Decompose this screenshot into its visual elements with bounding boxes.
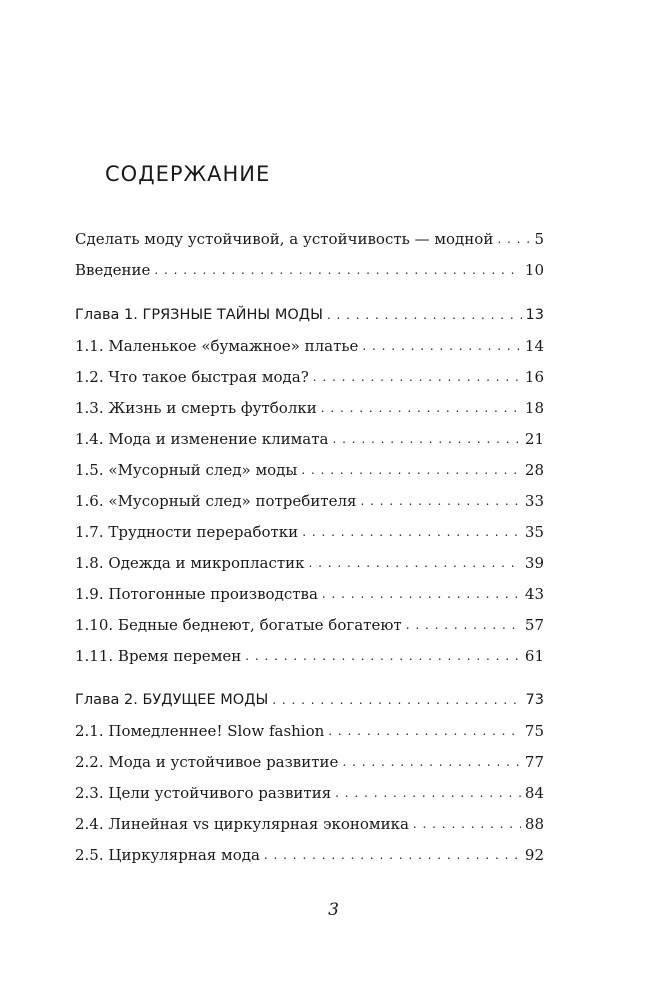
- toc-entry-page: 88: [524, 815, 544, 833]
- toc-dot-leader: [245, 646, 521, 666]
- toc-entry-page: 13: [525, 307, 544, 323]
- toc-dot-leader: [360, 491, 520, 511]
- toc-entry-page: 14: [524, 337, 544, 355]
- toc-entry-title: 2.5. Циркулярная мода: [75, 846, 260, 864]
- toc-dot-leader: [328, 721, 521, 741]
- toc-entry-title: 1.6. «Мусорный след» потребителя: [75, 492, 357, 510]
- toc-dot-leader: [309, 553, 521, 573]
- toc-entry-page: 77: [524, 753, 544, 771]
- toc-row: [75, 841, 544, 865]
- toc-row: [75, 580, 544, 604]
- toc-entry-title: 2.1. Помедленнее! Slow fashion: [75, 722, 325, 740]
- toc-entry-page: 5: [534, 230, 544, 248]
- toc-row: [75, 810, 544, 834]
- toc-entry-title: 1.9. Потогонные производства: [75, 585, 318, 603]
- toc-entry-page: 43: [524, 585, 544, 603]
- toc-entry-page: 33: [524, 492, 544, 510]
- toc-row: [75, 717, 544, 741]
- toc-entry-page: 84: [524, 784, 544, 802]
- toc-dot-leader: [313, 367, 521, 387]
- toc-dot-leader: [301, 460, 521, 480]
- toc-entry-page: 39: [524, 554, 544, 572]
- toc-dot-leader: [332, 429, 520, 449]
- toc-dot-leader: [335, 783, 521, 803]
- toc-entry-title: 1.5. «Мусорный след» моды: [75, 461, 298, 479]
- toc-dot-leader: [302, 522, 521, 542]
- toc-dot-leader: [327, 305, 522, 325]
- toc-entry-title: 1.3. Жизнь и смерть футболки: [75, 399, 317, 417]
- toc-entry-title: 1.11. Время перемен: [75, 647, 242, 665]
- toc-entry-page: 16: [524, 368, 544, 386]
- toc-entry-title: Сделать моду устойчивой, а устойчивость — модной: [75, 230, 494, 248]
- toc-entry-title: 1.7. Трудности переработки: [75, 523, 299, 541]
- toc-entry-page: 73: [525, 692, 544, 708]
- toc-entry-title: 2.3. Цели устойчивого развития: [75, 784, 332, 802]
- page-number: 3: [328, 900, 339, 920]
- toc-dot-leader: [264, 845, 521, 865]
- toc-row: [75, 518, 544, 542]
- toc-entry-title: 1.8. Одежда и микропластик: [75, 554, 305, 572]
- toc-entry-page: 28: [524, 461, 544, 479]
- toc-row: [75, 642, 544, 666]
- toc-row: [75, 779, 544, 803]
- toc-dot-leader: [272, 690, 521, 710]
- toc-entry-page: 18: [524, 399, 544, 417]
- toc-row: [75, 748, 544, 772]
- toc-dot-leader: [154, 260, 521, 280]
- toc-entry-title: 1.1. Маленькое «бумажное» платье: [75, 337, 359, 355]
- toc-row: [75, 394, 544, 418]
- toc-row: [75, 332, 544, 356]
- toc-row: [75, 225, 544, 249]
- toc-entry-title: 1.2. Что такое быстрая мода?: [75, 368, 309, 386]
- toc-dot-leader: [497, 229, 530, 249]
- toc-row: [75, 363, 544, 387]
- toc-row: [75, 425, 544, 449]
- toc-entry-page: 61: [524, 647, 544, 665]
- toc-entry-page: 92: [524, 846, 544, 864]
- toc-entry-title: 1.10. Бедные беднеют, богатые богатеют: [75, 616, 402, 634]
- toc-entry-title: 1.4. Мода и изменение климата: [75, 430, 329, 448]
- toc-dot-leader: [362, 336, 520, 356]
- toc-dot-leader: [322, 584, 521, 604]
- toc-entry-page: 57: [524, 616, 544, 634]
- toc-entry-page: 10: [524, 261, 544, 279]
- toc-row: [75, 487, 544, 511]
- toc-row: [75, 611, 544, 635]
- toc-entry-title: 2.4. Линейная vs циркулярная экономика: [75, 815, 409, 833]
- toc-entry-page: 75: [524, 722, 544, 740]
- toc-entry-title: Глава 2. БУДУЩЕЕ МОДЫ: [75, 692, 269, 708]
- toc-dot-leader: [413, 814, 521, 834]
- toc-entry-title: Введение: [75, 261, 151, 279]
- toc-row: [75, 256, 544, 280]
- toc-entry-page: 21: [524, 430, 544, 448]
- page-title: СОДЕРЖАНИЕ: [105, 162, 271, 186]
- toc-row: [75, 456, 544, 480]
- toc-entry-page: 35: [524, 523, 544, 541]
- toc-row: [75, 549, 544, 573]
- toc-chapter-row: [75, 301, 544, 325]
- toc-entry-title: Глава 1. ГРЯЗНЫЕ ТАЙНЫ МОДЫ: [75, 307, 323, 323]
- toc-dot-leader: [342, 752, 520, 772]
- toc-dot-leader: [321, 398, 521, 418]
- toc-dot-leader: [406, 615, 521, 635]
- toc-entry-title: 2.2. Мода и устойчивое развитие: [75, 753, 339, 771]
- toc-chapter-row: [75, 686, 544, 710]
